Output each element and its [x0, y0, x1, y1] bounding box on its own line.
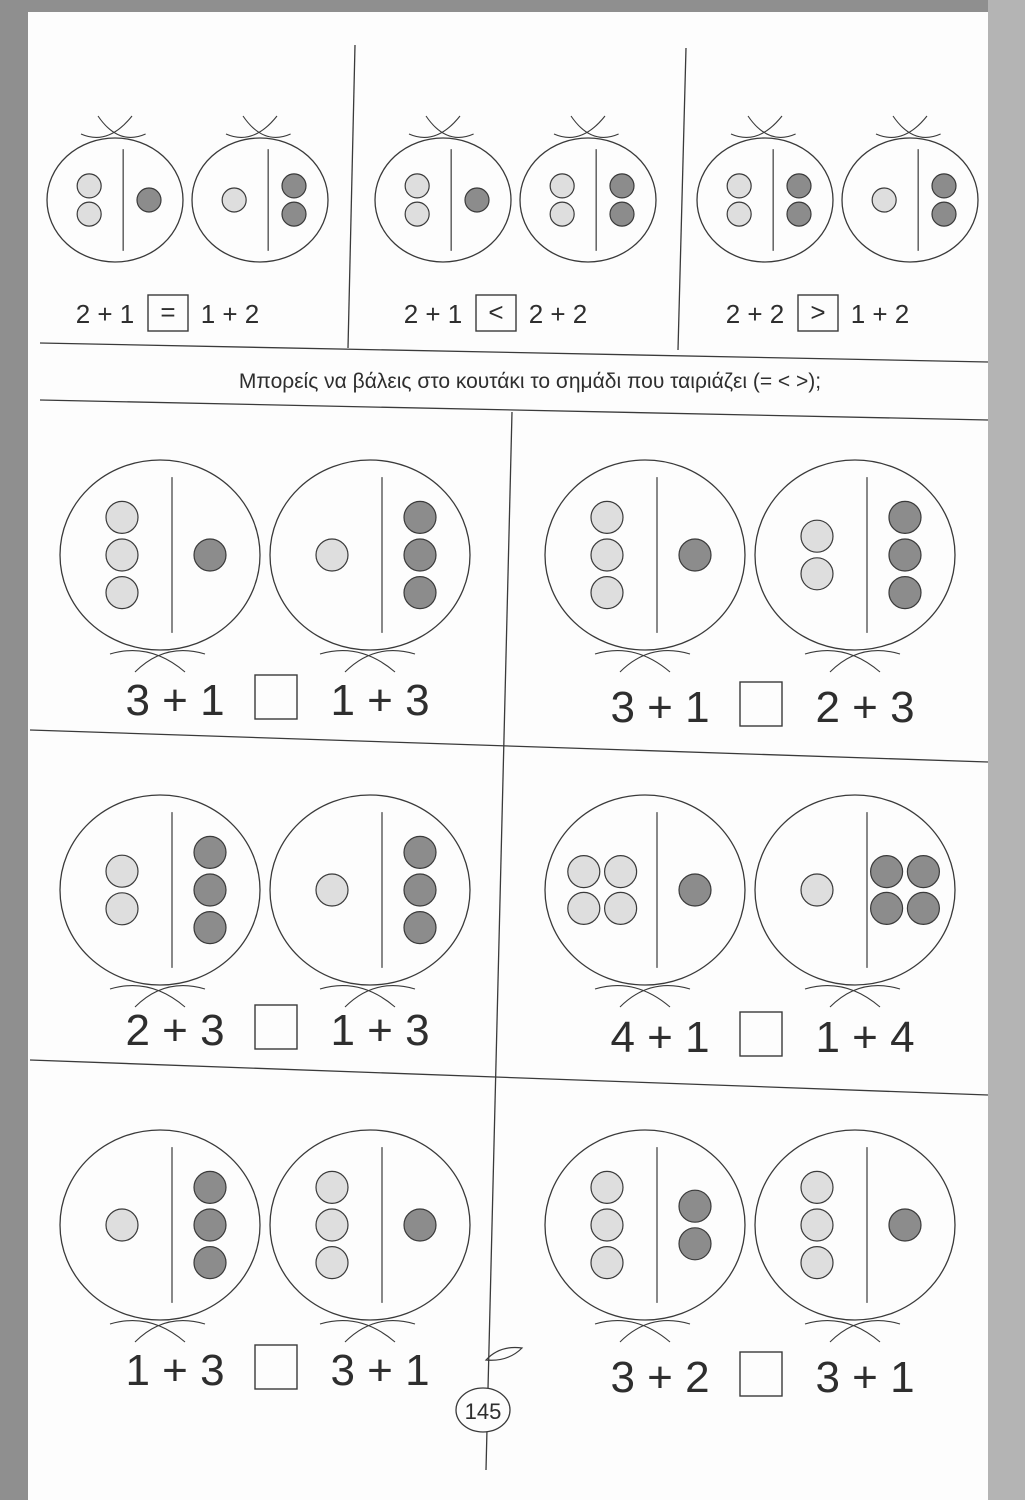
exercise-right-expression: 3 + 1 [815, 1353, 915, 1402]
light-dot [550, 174, 574, 198]
exercise-left-expression: 2 + 3 [125, 1006, 225, 1055]
light-dot [801, 520, 833, 552]
dark-dot [871, 892, 903, 924]
dark-dot [907, 856, 939, 888]
comparison-sign[interactable]: > [810, 297, 826, 327]
dark-dot [404, 912, 436, 944]
light-dot [316, 539, 348, 571]
light-dot [405, 202, 429, 226]
example-left-expression: 2 + 1 [75, 299, 135, 329]
dark-dot [282, 174, 306, 198]
dark-dot [889, 577, 921, 609]
light-dot [316, 1209, 348, 1241]
light-dot [591, 501, 623, 533]
dark-dot [932, 174, 956, 198]
light-dot [77, 202, 101, 226]
exercise-right-expression: 2 + 3 [815, 683, 915, 732]
light-dot [591, 539, 623, 571]
dark-dot [194, 1247, 226, 1279]
dark-dot [907, 892, 939, 924]
exercise-right-expression: 3 + 1 [330, 1346, 430, 1395]
dark-dot [889, 1209, 921, 1241]
comparison-sign[interactable]: < [488, 297, 504, 327]
dark-dot [282, 202, 306, 226]
dark-dot [404, 577, 436, 609]
dark-dot [787, 174, 811, 198]
comparison-sign[interactable]: = [160, 297, 176, 327]
dark-dot [404, 1209, 436, 1241]
light-dot [605, 856, 637, 888]
light-dot [727, 174, 751, 198]
light-dot [801, 558, 833, 590]
light-dot [106, 501, 138, 533]
light-dot [872, 188, 896, 212]
light-dot [405, 174, 429, 198]
light-dot [801, 1171, 833, 1203]
example-right-expression: 1 + 2 [200, 299, 260, 329]
light-dot [591, 1209, 623, 1241]
example-left-expression: 2 + 1 [403, 299, 463, 329]
dark-dot [194, 1209, 226, 1241]
exercise-right-expression: 1 + 4 [815, 1013, 915, 1062]
light-dot [550, 202, 574, 226]
dark-dot [194, 912, 226, 944]
dark-dot [871, 856, 903, 888]
dark-dot [610, 202, 634, 226]
light-dot [801, 874, 833, 906]
dark-dot [404, 836, 436, 868]
light-dot [568, 856, 600, 888]
dark-dot [404, 874, 436, 906]
exercise-left-expression: 1 + 3 [125, 1346, 225, 1395]
dark-dot [194, 874, 226, 906]
exercise-right-expression: 1 + 3 [330, 1006, 430, 1055]
example-right-expression: 2 + 2 [528, 299, 588, 329]
light-dot [591, 577, 623, 609]
dark-dot [787, 202, 811, 226]
light-dot [106, 893, 138, 925]
dark-dot [679, 539, 711, 571]
dark-dot [679, 1190, 711, 1222]
dark-dot [137, 188, 161, 212]
dark-dot [679, 1228, 711, 1260]
exercise-left-expression: 3 + 1 [125, 676, 225, 725]
dark-dot [889, 501, 921, 533]
light-dot [568, 892, 600, 924]
exercise-left-expression: 4 + 1 [610, 1013, 710, 1062]
dark-dot [465, 188, 489, 212]
page-number: 145 [464, 1399, 502, 1424]
light-dot [106, 539, 138, 571]
example-left-expression: 2 + 2 [725, 299, 785, 329]
dark-dot [679, 874, 711, 906]
dark-dot [932, 202, 956, 226]
dark-dot [194, 836, 226, 868]
example-right-expression: 1 + 2 [850, 299, 910, 329]
light-dot [316, 1171, 348, 1203]
exercise-right-expression: 1 + 3 [330, 676, 430, 725]
light-dot [106, 577, 138, 609]
light-dot [222, 188, 246, 212]
dark-dot [610, 174, 634, 198]
dark-dot [404, 539, 436, 571]
dark-dot [404, 501, 436, 533]
dark-dot [194, 539, 226, 571]
light-dot [591, 1247, 623, 1279]
light-dot [106, 855, 138, 887]
instruction-text: Μπορείς να βάλεις στο κουτάκι το σημάδι που ταιριάζει (= < >); [238, 370, 822, 393]
exercise-left-expression: 3 + 2 [610, 1353, 710, 1402]
light-dot [605, 892, 637, 924]
light-dot [106, 1209, 138, 1241]
light-dot [801, 1247, 833, 1279]
light-dot [316, 874, 348, 906]
light-dot [801, 1209, 833, 1241]
light-dot [316, 1247, 348, 1279]
exercise-left-expression: 3 + 1 [610, 683, 710, 732]
light-dot [77, 174, 101, 198]
dark-dot [889, 539, 921, 571]
light-dot [727, 202, 751, 226]
dark-dot [194, 1171, 226, 1203]
light-dot [591, 1171, 623, 1203]
